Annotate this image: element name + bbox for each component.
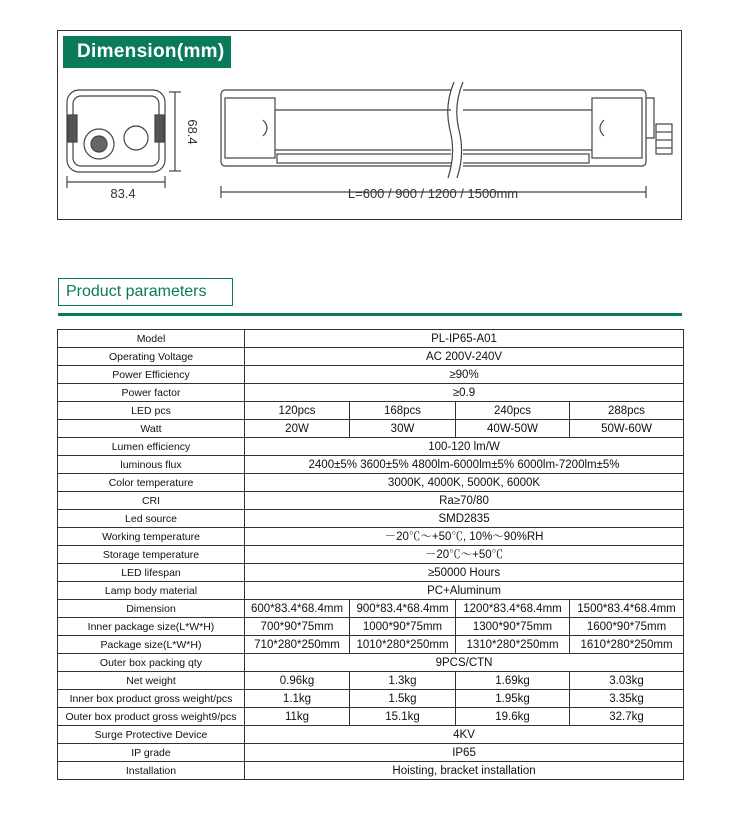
param-value: 30W: [350, 420, 456, 438]
table-row: [58, 384, 684, 402]
param-value: 1.1kg: [245, 690, 350, 708]
param-value: PC+Aluminum: [245, 582, 684, 600]
param-value: 20W: [245, 420, 350, 438]
param-value: 9PCS/CTN: [245, 654, 684, 672]
table-row: [58, 690, 684, 708]
param-label: IP grade: [58, 744, 245, 762]
parameters-table-body: [58, 330, 684, 780]
param-value: 1010*280*250mm: [350, 636, 456, 654]
param-value: 240pcs: [456, 402, 570, 420]
product-parameters-title: Product parameters: [58, 278, 233, 306]
param-label: Working temperature: [58, 528, 245, 546]
table-row: [58, 636, 684, 654]
param-value: ≥50000 Hours: [245, 564, 684, 582]
param-label: LED pcs: [58, 402, 245, 420]
table-row: [58, 726, 684, 744]
table-row: [58, 366, 684, 384]
width-dimension-label: 83.4: [110, 186, 136, 201]
param-value: 40W-50W: [456, 420, 570, 438]
dimension-drawing: [58, 70, 680, 218]
table-row: [58, 600, 684, 618]
param-label: Operating Voltage: [58, 348, 245, 366]
length-dimension-label: L=600 / 900 / 1200 / 1500mm: [347, 186, 519, 201]
table-row: [58, 438, 684, 456]
table-row: [58, 546, 684, 564]
param-value: 32.7kg: [570, 708, 684, 726]
table-row: [58, 762, 684, 780]
param-value: 710*280*250mm: [245, 636, 350, 654]
table-row: [58, 420, 684, 438]
param-value: 288pcs: [570, 402, 684, 420]
param-value: 2400±5% 3600±5% 4800lm-6000lm±5% 6000lm-7200lm±5%: [245, 456, 684, 474]
param-label: Inner package size(L*W*H): [58, 618, 245, 636]
param-value: 15.1kg: [350, 708, 456, 726]
param-label: Dimension: [58, 600, 245, 618]
param-label: Package size(L*W*H): [58, 636, 245, 654]
parameters-table: [57, 329, 684, 780]
table-row: [58, 708, 684, 726]
param-label: Color temperature: [58, 474, 245, 492]
table-row: [58, 744, 684, 762]
param-value: PL-IP65-A01: [245, 330, 684, 348]
param-value: 1.5kg: [350, 690, 456, 708]
table-row: [58, 456, 684, 474]
param-label: Watt: [58, 420, 245, 438]
table-row: [58, 618, 684, 636]
param-value: 1200*83.4*68.4mm: [456, 600, 570, 618]
param-label: Net weight: [58, 672, 245, 690]
param-value: AC 200V-240V: [245, 348, 684, 366]
table-row: [58, 402, 684, 420]
param-value: Hoisting, bracket installation: [245, 762, 684, 780]
param-value: SMD2835: [245, 510, 684, 528]
param-label: Led source: [58, 510, 245, 528]
param-value: 0.96kg: [245, 672, 350, 690]
param-label: Outer box product gross weight9/pcs: [58, 708, 245, 726]
param-value: 1610*280*250mm: [570, 636, 684, 654]
param-value: 19.6kg: [456, 708, 570, 726]
param-label: Lumen efficiency: [58, 438, 245, 456]
side-view-drawing: [221, 90, 672, 198]
param-value: 168pcs: [350, 402, 456, 420]
table-row: [58, 492, 684, 510]
param-value: 3000K, 4000K, 5000K, 6000K: [245, 474, 684, 492]
param-label: Installation: [58, 762, 245, 780]
param-value: 4KV: [245, 726, 684, 744]
param-value: 3.03kg: [570, 672, 684, 690]
param-value: 100-120 lm/W: [245, 438, 684, 456]
param-label: CRI: [58, 492, 245, 510]
param-value: －20℃～+50℃: [245, 546, 684, 564]
param-value: 1310*280*250mm: [456, 636, 570, 654]
table-row: [58, 582, 684, 600]
param-label: luminous flux: [58, 456, 245, 474]
param-value: ≥0.9: [245, 384, 684, 402]
param-label: Outer box packing qty: [58, 654, 245, 672]
param-label: Surge Protective Device: [58, 726, 245, 744]
param-label: Lamp body material: [58, 582, 245, 600]
table-row: [58, 672, 684, 690]
table-row: [58, 654, 684, 672]
param-value: 11kg: [245, 708, 350, 726]
dimension-title: Dimension(mm): [63, 36, 231, 68]
param-label: Power factor: [58, 384, 245, 402]
param-value: 900*83.4*68.4mm: [350, 600, 456, 618]
param-value: －20℃～+50℃, 10%～90%RH: [245, 528, 684, 546]
param-label: LED lifespan: [58, 564, 245, 582]
param-value: Ra≥70/80: [245, 492, 684, 510]
param-label: Storage temperature: [58, 546, 245, 564]
param-value: 600*83.4*68.4mm: [245, 600, 350, 618]
param-label: Model: [58, 330, 245, 348]
param-value: 1300*90*75mm: [456, 618, 570, 636]
param-value: IP65: [245, 744, 684, 762]
param-value: 1000*90*75mm: [350, 618, 456, 636]
param-label: Inner box product gross weight/pcs: [58, 690, 245, 708]
param-value: 120pcs: [245, 402, 350, 420]
table-row: [58, 564, 684, 582]
section-divider: [58, 313, 682, 316]
table-row: [58, 510, 684, 528]
param-value: 50W-60W: [570, 420, 684, 438]
table-row: [58, 474, 684, 492]
param-value: 1500*83.4*68.4mm: [570, 600, 684, 618]
param-label: Power Efficiency: [58, 366, 245, 384]
height-dimension-label: 68.4: [185, 119, 200, 145]
param-value: ≥90%: [245, 366, 684, 384]
param-value: 1.69kg: [456, 672, 570, 690]
end-view-drawing: [67, 90, 181, 188]
table-row: [58, 348, 684, 366]
param-value: 3.35kg: [570, 690, 684, 708]
param-value: 1.3kg: [350, 672, 456, 690]
table-row: [58, 528, 684, 546]
param-value: 1.95kg: [456, 690, 570, 708]
param-value: 700*90*75mm: [245, 618, 350, 636]
param-value: 1600*90*75mm: [570, 618, 684, 636]
table-row: [58, 330, 684, 348]
